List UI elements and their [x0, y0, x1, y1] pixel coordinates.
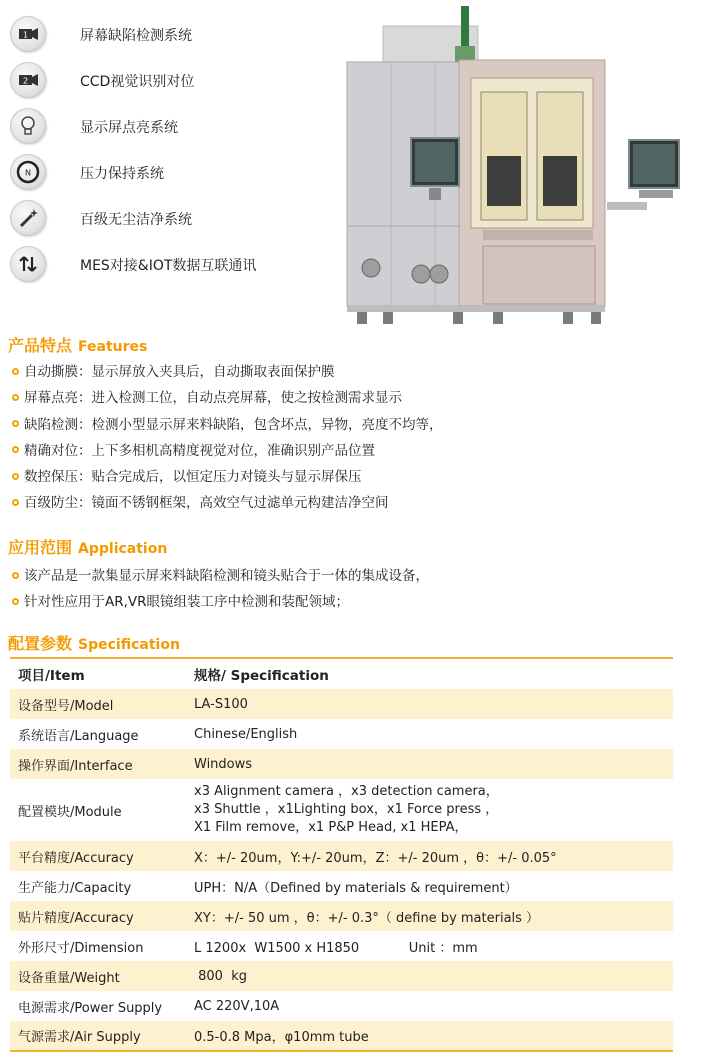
table-row	[10, 719, 673, 749]
cell-item: 配置模块/Module	[18, 804, 122, 820]
cell-item: 外形尺寸/Dimension	[18, 940, 144, 956]
machine-image	[343, 6, 697, 328]
svg-text:1: 1	[22, 30, 29, 40]
bullet-dot-icon	[12, 368, 19, 375]
feature-item	[10, 252, 330, 298]
specification-heading	[8, 631, 180, 654]
cell-spec: AC 220V,10A	[194, 998, 280, 1014]
feature-text: 缺陷检测：检测小型显示屏来料缺陷，包含坏点，异物，亮度不均等，	[24, 416, 443, 433]
bullet-dot-icon	[12, 598, 19, 605]
feature-label: 屏幕缺陷检测系统	[80, 28, 192, 44]
feature-text: 百级防尘：镜面不锈钢框架，高效空气过滤单元构建洁净空间	[24, 495, 389, 512]
bullet-dot-icon	[12, 394, 19, 401]
table-row	[10, 871, 673, 901]
bullet-dot-icon	[12, 572, 19, 579]
bullet-dot-icon	[12, 499, 19, 506]
features-title-cn: 产品特点	[8, 336, 73, 355]
list-item	[12, 438, 692, 464]
feature-text: 数控保压：贴合完成后，以恒定压力对镜头与显示屏保压	[24, 469, 362, 486]
svg-text:2: 2	[22, 76, 29, 86]
cell-spec: 800 kg	[194, 968, 247, 984]
feature-text: 屏幕点亮：进入检测工位，自动点亮屏幕，使之按检测需求显示	[24, 390, 402, 407]
cell-item: 操作界面/Interface	[18, 758, 133, 774]
features-title-en: Features	[78, 339, 148, 355]
cell-spec: 0.5-0.8 Mpa，φ10mm tube	[194, 1030, 369, 1045]
feature-icon-list	[10, 22, 330, 298]
specification-table	[10, 657, 673, 1052]
bullet-dot-icon	[12, 420, 19, 427]
table-row	[10, 931, 673, 961]
feature-label: MES对接&IOT数据互联通讯	[80, 258, 257, 274]
magic-wand-icon	[10, 200, 46, 236]
cell-spec: Chinese/English	[194, 726, 298, 742]
feature-label: CCD视觉识别对位	[80, 74, 195, 90]
table-row	[10, 1021, 673, 1051]
camera-2-icon	[10, 62, 46, 98]
table-row	[10, 841, 673, 871]
bullet-dot-icon	[12, 473, 19, 480]
list-item	[12, 385, 692, 411]
features-heading	[8, 333, 147, 356]
cell-spec: X：+/- 20um，Y:+/- 20um，Z：+/- 20um ，θ：+/- 0.05°	[194, 850, 557, 866]
feature-label: 显示屏点亮系统	[80, 120, 178, 136]
feature-item	[10, 68, 330, 114]
cell-item: 设备重量/Weight	[18, 970, 120, 986]
list-item	[12, 490, 692, 516]
table-row	[10, 991, 673, 1021]
list-item	[12, 589, 692, 615]
feature-text: 精确对位：上下多相机高精度视觉对位，准确识别产品位置	[24, 442, 375, 459]
specification-title-cn: 配置参数	[8, 634, 73, 653]
cell-spec: Windows	[194, 756, 253, 772]
spec-line: x3 Alignment camera ，x3 detection camera，	[194, 784, 499, 799]
feature-text: 自动撕膜：显示屏放入夹具后，自动撕取表面保护膜	[24, 364, 335, 380]
application-heading	[8, 535, 167, 558]
feature-item	[10, 114, 330, 160]
bullet-dot-icon	[12, 446, 19, 453]
list-item	[12, 563, 692, 589]
table-row	[10, 779, 673, 841]
table-row	[10, 749, 673, 779]
features-list	[12, 359, 692, 517]
cell-item: 设备型号/Model	[18, 698, 114, 714]
application-text: 针对性应用于AR,VR眼镜组装工序中检测和装配领域；	[24, 594, 350, 611]
feature-item	[10, 160, 330, 206]
cell-spec: LA-S100	[194, 696, 248, 712]
sync-arrows-icon	[10, 246, 46, 282]
cell-item: 系统语言/Language	[18, 728, 139, 744]
application-title-en: Application	[78, 541, 168, 557]
feature-label: 压力保持系统	[80, 166, 164, 182]
cell-spec: L 1200x W1500 x H1850 Unit ：mm	[194, 940, 478, 956]
svg-text:N: N	[25, 168, 31, 178]
table-row	[10, 961, 673, 991]
list-item	[12, 412, 692, 438]
application-title-cn: 应用范围	[8, 538, 73, 557]
table-row	[10, 689, 673, 719]
feature-item	[10, 22, 330, 68]
spec-line: x3 Shuttle ，x1Lighting box，x1 Force press ，	[194, 802, 499, 817]
feature-item	[10, 206, 330, 252]
specification-title-en: Specification	[78, 637, 180, 653]
cell-item: 电源需求/Power Supply	[18, 1000, 163, 1016]
column-header-spec: 规格/ Specification	[194, 668, 329, 684]
cell-spec	[186, 779, 673, 841]
application-text: 该产品是一款集显示屏来料缺陷检测和镜头贴合于一体的集成设备，	[24, 568, 429, 584]
lightbulb-icon	[10, 108, 46, 144]
cell-item: 平台精度/Accuracy	[18, 850, 134, 866]
list-item	[12, 359, 692, 385]
cell-spec: XY：+/- 50 um ，θ：+/- 0.3°（ define by materials ）	[194, 910, 540, 926]
spec-line: X1 Film remove，x1 P&P Head, x1 HEPA，	[194, 820, 468, 835]
table-row	[10, 901, 673, 931]
cell-item: 生产能力/Capacity	[18, 880, 132, 896]
cell-item: 贴片精度/Accuracy	[18, 910, 134, 926]
camera-1-icon	[10, 16, 46, 52]
table-header-row	[10, 658, 673, 689]
list-item	[12, 464, 692, 490]
application-list	[12, 563, 692, 616]
cell-spec: UPH：N/A（Defined by materials & requirement）	[194, 880, 518, 896]
cell-item: 气源需求/Air Supply	[18, 1030, 141, 1045]
column-header-item: 项目/Item	[18, 668, 85, 684]
feature-label: 百级无尘洁净系统	[80, 212, 192, 228]
pressure-n-icon	[10, 154, 46, 190]
